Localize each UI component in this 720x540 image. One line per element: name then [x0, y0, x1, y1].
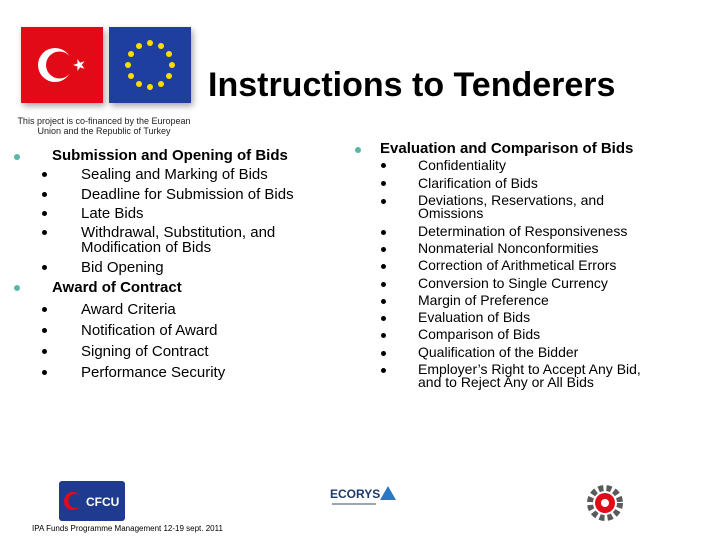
section-heading-award: Award of Contract — [52, 279, 182, 296]
sub-bullet-icon — [42, 328, 47, 333]
list-item: Clarification of Bids — [418, 175, 538, 191]
list-item: Signing of Contract — [81, 343, 209, 360]
footer-text: IPA Funds Programme Management 12-19 sept. 2011 — [32, 524, 223, 533]
list-item-continuation: Omissions — [418, 205, 484, 221]
cfcu-logo-text: CFCU — [86, 495, 120, 509]
sub-bullet-icon — [381, 316, 386, 321]
list-item: Performance Security — [81, 364, 226, 381]
sub-bullet-icon — [381, 230, 386, 235]
ecorys-logo — [328, 484, 400, 514]
list-item-continuation: Modification of Bids — [81, 239, 212, 256]
sub-bullet-icon — [42, 370, 47, 375]
bullet-icon — [14, 154, 20, 160]
list-item: Correction of Arithmetical Errors — [418, 257, 617, 273]
gear-logo — [583, 481, 627, 525]
slide-title: Instructions to Tenderers — [208, 66, 616, 104]
cfcu-logo-icon — [59, 481, 125, 521]
sub-bullet-icon — [381, 368, 386, 373]
gear-icon — [583, 481, 627, 525]
list-item: Conversion to Single Currency — [418, 275, 608, 291]
bullet-icon — [14, 285, 20, 291]
list-item: Comparison of Bids — [418, 326, 541, 342]
list-item: Evaluation of Bids — [418, 309, 531, 325]
sub-bullet-icon — [42, 192, 47, 197]
eu-stars-icon — [109, 27, 191, 103]
sub-bullet-icon — [381, 333, 386, 338]
section-heading-submission: Submission and Opening of Bids — [52, 147, 288, 164]
list-item: Deadline for Submission of Bids — [81, 186, 294, 203]
ecorys-logo-icon — [328, 484, 400, 514]
list-item: Confidentiality — [418, 157, 506, 173]
list-item: Deviations, Reservations, and — [418, 192, 604, 208]
list-item: Sealing and Marking of Bids — [81, 166, 268, 183]
list-item: Late Bids — [81, 205, 144, 222]
cofinance-note: This project is co-financed by the European Union and the Republic of Turkey — [17, 116, 191, 136]
sub-bullet-icon — [381, 282, 386, 287]
sub-bullet-icon — [381, 351, 386, 356]
list-item-continuation: and to Reject Any or All Bids — [418, 374, 594, 390]
section-heading-evaluation: Evaluation and Comparison of Bids — [380, 140, 634, 157]
sub-bullet-icon — [381, 199, 386, 204]
sub-bullet-icon — [42, 349, 47, 354]
sub-bullet-icon — [381, 163, 386, 168]
list-item: Notification of Award — [81, 322, 218, 339]
sub-bullet-icon — [381, 181, 386, 186]
cfcu-logo — [59, 481, 125, 521]
list-item: Margin of Preference — [418, 292, 549, 308]
sub-bullet-icon — [381, 299, 386, 304]
list-item: Award Criteria — [81, 301, 176, 318]
turkey-flag — [21, 27, 103, 103]
sub-bullet-icon — [42, 307, 47, 312]
list-item: Bid Opening — [81, 259, 164, 276]
turkey-flag-emblem-icon — [21, 27, 103, 103]
sub-bullet-icon — [42, 265, 47, 270]
sub-bullet-icon — [381, 264, 386, 269]
list-item: Determination of Responsiveness — [418, 223, 628, 239]
list-item: Qualification of the Bidder — [418, 344, 579, 360]
sub-bullet-icon — [42, 211, 47, 216]
sub-bullet-icon — [42, 230, 47, 235]
sub-bullet-icon — [42, 172, 47, 177]
list-item: Withdrawal, Substitution, and — [81, 224, 276, 241]
eu-flag — [109, 27, 191, 103]
bullet-icon — [355, 147, 361, 153]
list-item: Employer’s Right to Accept Any Bid, — [418, 361, 641, 377]
sub-bullet-icon — [381, 247, 386, 252]
list-item: Nonmaterial Nonconformities — [418, 240, 599, 256]
ecorys-logo-text: ECORYS — [330, 487, 381, 501]
